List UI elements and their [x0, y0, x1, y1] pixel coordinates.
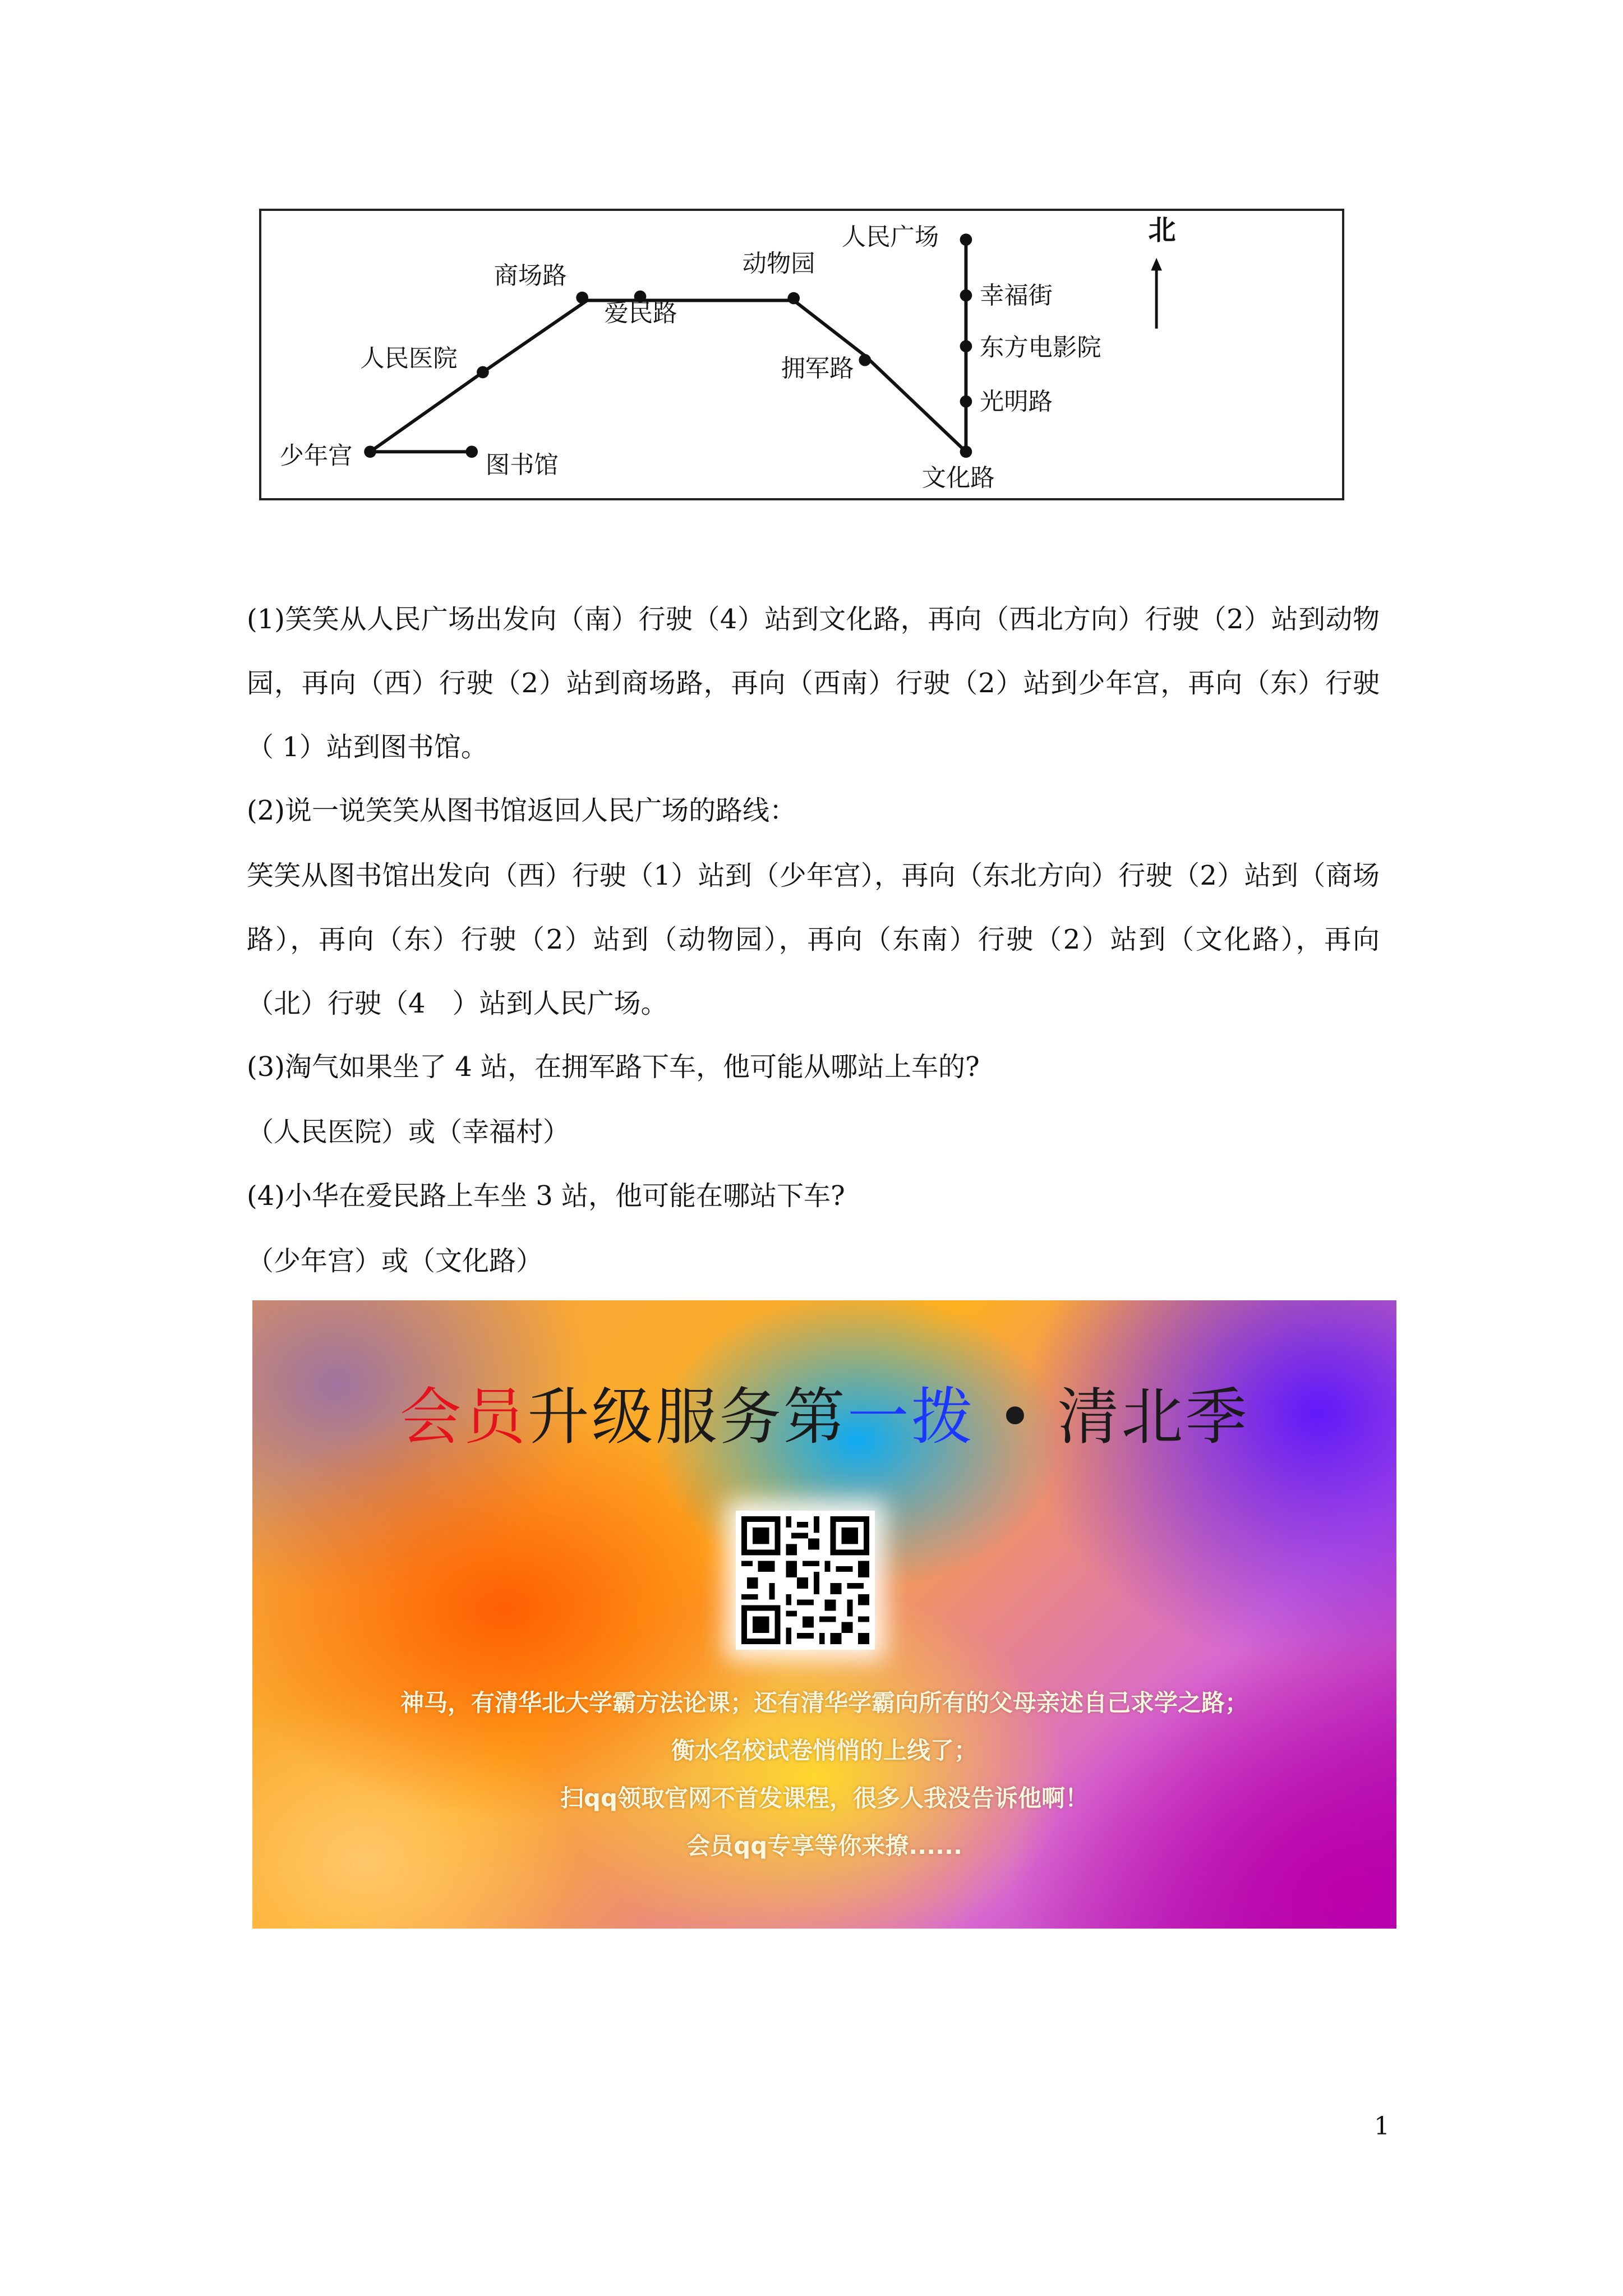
stop-dot-guangminglu — [960, 395, 972, 408]
banner-title-part1: 会员 — [399, 1381, 528, 1453]
route-map-drawing — [261, 211, 1342, 498]
stop-label-renmin-yiyuan: 人民医院 — [360, 344, 458, 373]
stop-label-xingfujie: 幸福街 — [980, 282, 1053, 310]
promo-line-1: 神马，有清华北大学霸方法论课；还有清华学霸向所有的父母亲述自己求学之路； — [400, 1689, 1248, 1717]
banner-title-part4: • 清北季 — [975, 1381, 1249, 1453]
stop-label-tushuguan: 图书馆 — [485, 451, 559, 480]
answer-q2: 笑笑从图书馆出发向（西）行驶（1）站到（少年宫），再向（东北方向）行驶（2）站到（商场路），再向（东）行驶（2）站到（动物园），再向（东南）行驶（2）站到（文化路），再向（北）行驶（4 ）站到人民广场。 — [247, 860, 1380, 1019]
stop-dot-renmin-guangchang — [960, 233, 972, 246]
north-label: 北 — [1148, 214, 1176, 247]
qr-code-icon[interactable] — [736, 1511, 875, 1650]
stop-label-shaoniangong: 少年宫 — [279, 441, 353, 470]
stop-label-renmin-guangchang: 人民广场 — [841, 223, 939, 252]
stop-label-wenhualu: 文化路 — [921, 464, 995, 493]
stop-dot-shaoniangong — [364, 445, 376, 458]
answer-q1: (1)笑笑从人民广场出发向（南）行驶（4）站到文化路，再向（西北方向）行驶（2）站到动物园，再向（西）行驶（2）站到商场路，再向（西南）行驶（2）站到少年宫，再向（东）行驶（ 1）站到图书馆。 — [247, 604, 1380, 763]
answer-q3: （人民医院）或（幸福村） — [247, 1116, 570, 1148]
promo-line-2: 衡水名校试卷悄悄的上线了； — [671, 1737, 978, 1764]
banner-title-part2: 升级服务第 — [527, 1381, 847, 1453]
page-number: 1 — [1374, 2112, 1390, 2141]
route-map — [259, 209, 1344, 500]
stop-dot-tushuguan — [465, 445, 478, 458]
promo-banner[interactable] — [252, 1300, 1396, 1929]
stop-label-yongjunlu: 拥军路 — [781, 355, 854, 383]
banner-title-part3: 一拨 — [847, 1381, 975, 1453]
question-q4: (4)小华在爱民路上车坐 3 站，他可能在哪站下车? — [247, 1180, 845, 1212]
route-lines — [370, 240, 966, 452]
banner-title — [252, 1368, 1396, 1456]
stop-dot-wenhualu — [960, 445, 972, 458]
promo-line-4: 会员qq专享等你来撩...... — [686, 1832, 962, 1860]
stop-label-dongwuyuan: 动物园 — [742, 250, 815, 278]
stop-label-guangminglu: 光明路 — [980, 388, 1053, 416]
question-q2: (2)说一说笑笑从图书馆返回人民广场的路线： — [247, 795, 796, 826]
stop-dot-renmin-yiyuan — [477, 366, 489, 379]
stop-dot-xingfujie — [960, 289, 972, 302]
stop-label-aiminlu: 爱民路 — [604, 299, 677, 328]
question-q3: (3)淘气如果坐了 4 站，在拥军路下车，他可能从哪站上车的? — [247, 1051, 980, 1083]
stop-dot-dongwuyuan — [787, 292, 800, 305]
stop-label-dongfang-dianyingyuan: 东方电影院 — [980, 333, 1101, 362]
promo-line-3: 扫qq领取官网不首发课程，很多人我没告诉他啊！ — [560, 1784, 1089, 1812]
stop-dot-yongjunlu — [859, 354, 871, 366]
stop-dot-dongfang-dianyingyuan — [960, 340, 972, 352]
answer-q4: （少年宫）或（文化路） — [247, 1245, 543, 1277]
north-arrow-icon — [1151, 258, 1162, 329]
stop-label-shangchanglu: 商场路 — [494, 261, 567, 290]
stop-dot-shangchanglu — [576, 292, 588, 304]
